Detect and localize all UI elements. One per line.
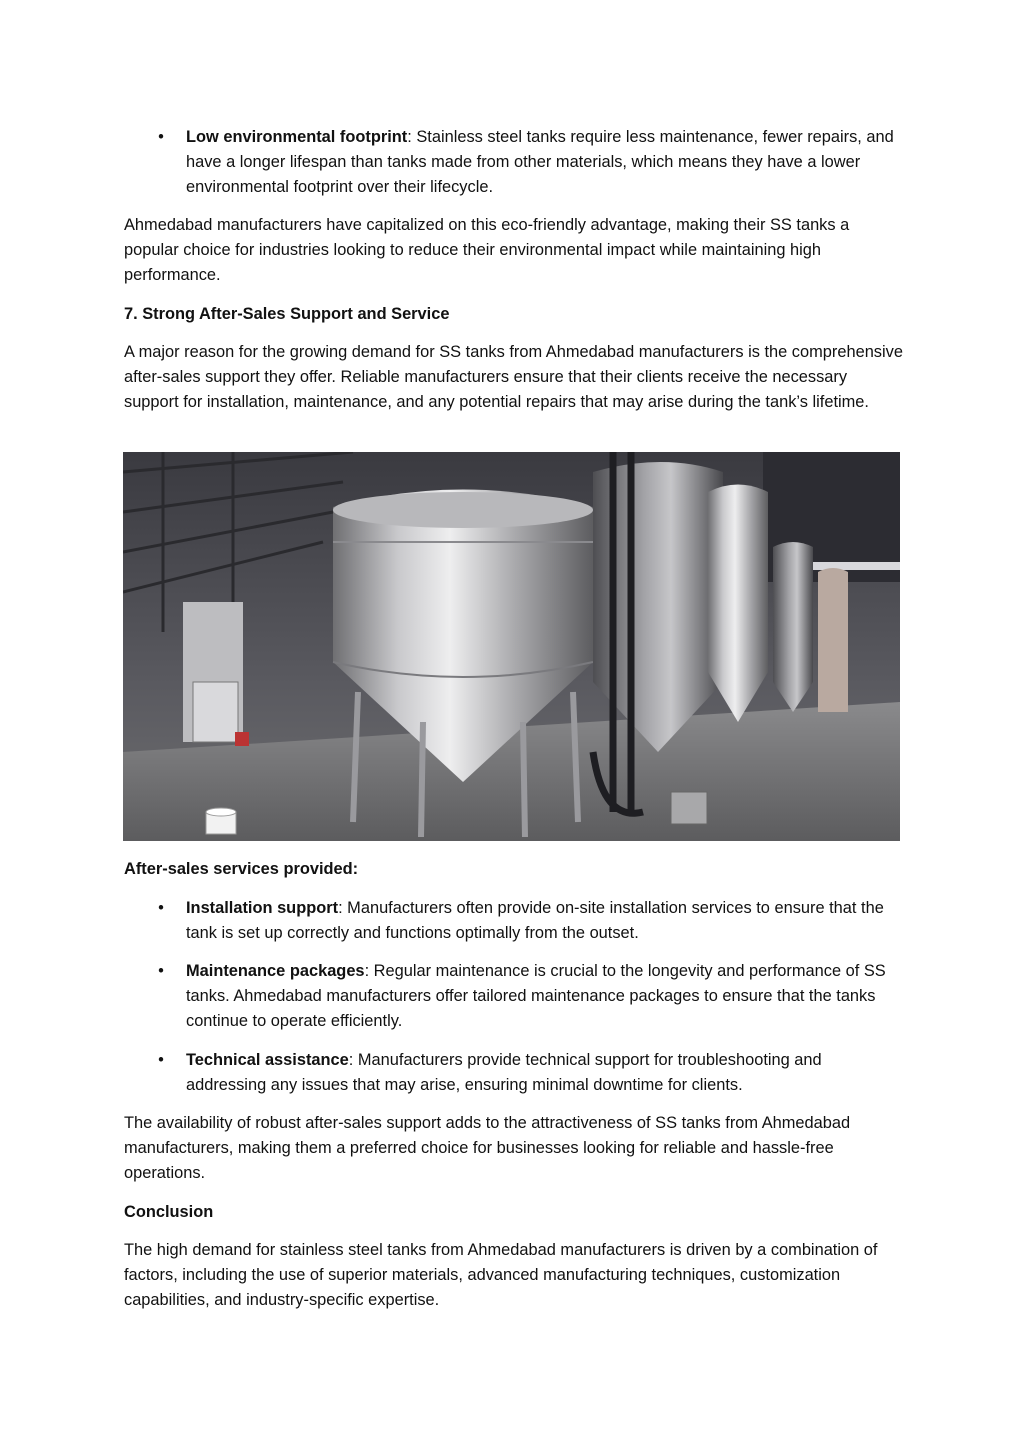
bullet-dot: • — [158, 962, 164, 980]
section-heading-conclusion: Conclusion — [124, 1203, 214, 1221]
bullet-dot: • — [158, 1051, 164, 1069]
section-heading-support: 7. Strong After-Sales Support and Service — [124, 305, 450, 323]
list-item — [124, 896, 904, 946]
list-item — [124, 1048, 904, 1098]
list-item-description: : Manufacturers often provide on-site installation services to ensure that the tank is set up correctly and functions optimally from the outset. — [186, 899, 884, 943]
tanks-photo-illustration — [123, 452, 900, 841]
list-item-description: : Regular maintenance is crucial to the longevity and performance of SS tanks. Ahmedabad manufacturers offer tailored maintenance packages to ensure that the tanks continue to operate efficiently. — [186, 962, 886, 1031]
list-item-text — [186, 959, 898, 1035]
list-item-description: : Manufacturers provide technical support for troubleshooting and addressing any issues that may arise, ensuring minimal downtime for clients. — [186, 1051, 822, 1095]
bullet-dot: • — [158, 899, 164, 917]
subheading-services: After-sales services provided: — [124, 860, 359, 878]
list-item-text — [186, 1048, 898, 1098]
list-item-term: Technical assistance — [186, 1051, 349, 1069]
paragraph-eco: Ahmedabad manufacturers have capitalized on this eco-friendly advantage, making their SS tanks a popular choice for industries looking to reduce their environmental impact while maintaining high performance. — [124, 216, 850, 285]
list-item — [124, 959, 904, 1035]
list-item — [124, 125, 904, 201]
tanks-photo — [123, 452, 900, 841]
list-item-text — [186, 896, 898, 946]
list-item-term: Installation support — [186, 899, 339, 917]
list-item-term: Low environmental footprint — [186, 128, 408, 146]
list-item-term: Maintenance packages — [186, 962, 365, 980]
list-item-text — [186, 125, 898, 201]
paragraph-support: A major reason for the growing demand for SS tanks from Ahmedabad manufacturers is the comprehensive after-sales support they offer. Reliable manufacturers ensure that their clients receive the necessary support for installation, maintenance, and any potential repairs that may arise during the tank’s lifetime. — [124, 343, 903, 412]
bullet-dot: • — [158, 128, 164, 146]
paragraph-conclusion: The high demand for stainless steel tanks from Ahmedabad manufacturers is driven by a combination of factors, including the use of superior materials, advanced manufacturing techniques, customization capabilities, and industry-specific expertise. — [124, 1241, 878, 1310]
paragraph-availability: The availability of robust after-sales support adds to the attractiveness of SS tanks from Ahmedabad manufacturers, making them a preferred choice for businesses looking for reliable and hassle-free operations. — [124, 1114, 851, 1183]
list-item-description: : Stainless steel tanks require less maintenance, fewer repairs, and have a longer lifespan than tanks made from other materials, which means they have a lower environmental footprint over their lifecycle. — [186, 128, 894, 197]
